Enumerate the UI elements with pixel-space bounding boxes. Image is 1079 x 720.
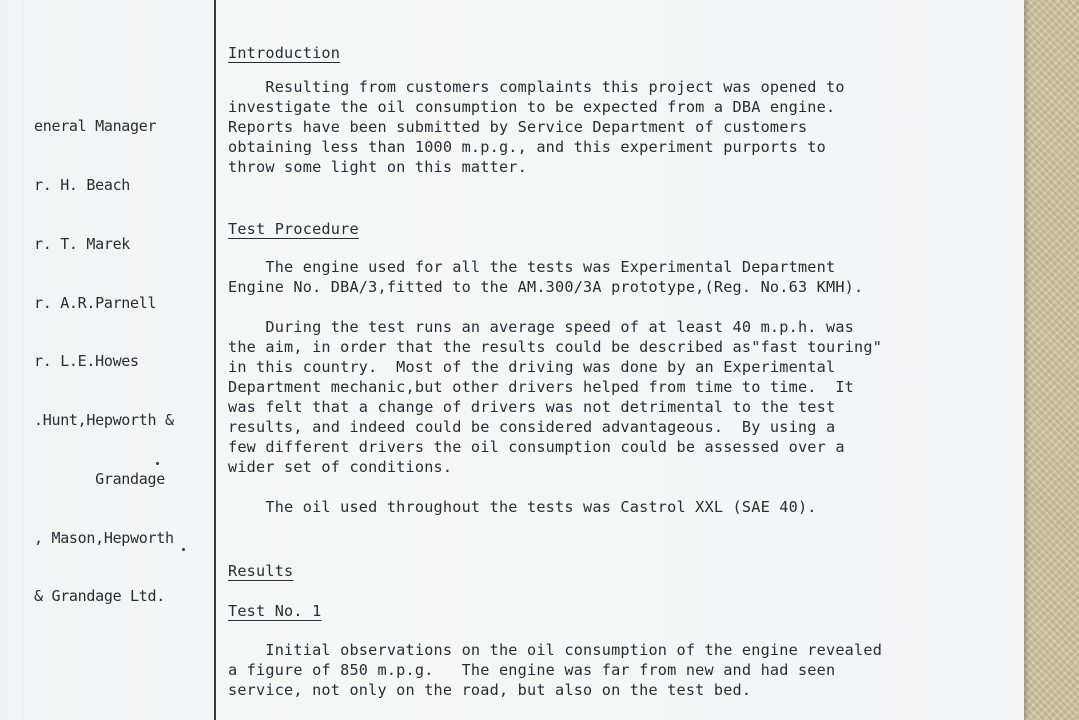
paragraph-line: was felt that a change of drivers was not detrimental to the test (228, 398, 836, 416)
paragraph-line: in this country. Most of the driving was done by an Experimental (228, 358, 836, 376)
paragraph-line: Reports have been submitted by Service Department of customers (228, 118, 808, 136)
ink-speck (156, 462, 159, 465)
paragraph-line: wider set of conditions. (228, 458, 453, 476)
paragraph-line: Department mechanic,but other drivers helped from time to time. It (228, 378, 855, 396)
paragraph-line: service, not only on the road, but also on the test bed. (228, 681, 752, 699)
section-heading-introduction: Introduction (228, 44, 341, 62)
paragraph-line: the aim, in order that the results could be described as"fast touring" (228, 338, 883, 356)
section-heading-results: Results (228, 562, 294, 580)
paragraph-line: During the test runs an average speed of at least 40 m.p.h. was (228, 318, 855, 336)
paragraph-line: The engine used for all the tests was Experimental Department (228, 258, 836, 276)
distribution-entry: .Hunt,Hepworth & (34, 411, 174, 430)
distribution-entry: r. H. Beach (34, 175, 131, 194)
section-heading-test-procedure: Test Procedure (228, 220, 359, 238)
distribution-entry: Grandage (34, 469, 165, 488)
paragraph-line: Engine No. DBA/3,fitted to the AM.300/3A prototype,(Reg. No.63 KMH). (228, 278, 864, 296)
paragraph-line: investigate the oil consumption to be expected from a DBA engine. (228, 98, 836, 116)
paragraph-line: Resulting from customers complaints this project was opened to (228, 78, 845, 96)
paragraph-line: few different drivers the oil consumption could be assessed over a (228, 438, 845, 456)
distribution-list (34, 78, 214, 646)
desk-surface (1022, 0, 1079, 720)
distribution-entry: , Mason,Hepworth (34, 528, 174, 547)
paragraph-line: a figure of 850 m.p.g. The engine was far from new and had seen (228, 661, 836, 679)
paragraph-line: throw some light on this matter. (228, 158, 527, 176)
ink-speck (182, 548, 185, 551)
margin-rule (214, 0, 216, 720)
paragraph-line: The oil used throughout the tests was Castrol XXL (SAE 40). (228, 498, 817, 516)
distribution-entry: r. A.R.Parnell (34, 293, 157, 312)
paragraph-line: Initial observations on the oil consumption of the engine revealed (228, 641, 883, 659)
paragraph-line: results, and indeed could be considered advantageous. By using a (228, 418, 836, 436)
subheading-test-no-1: Test No. 1 (228, 602, 322, 620)
distribution-entry: r. L.E.Howes (34, 352, 139, 371)
distribution-entry: & Grandage Ltd. (34, 587, 165, 606)
distribution-entry: eneral Manager (34, 117, 157, 136)
document-body (228, 0, 1018, 699)
paragraph-line: obtaining less than 1000 m.p.g., and this experiment purports to (228, 138, 826, 156)
document-page (24, 0, 1024, 720)
distribution-entry: r. T. Marek (34, 234, 131, 253)
